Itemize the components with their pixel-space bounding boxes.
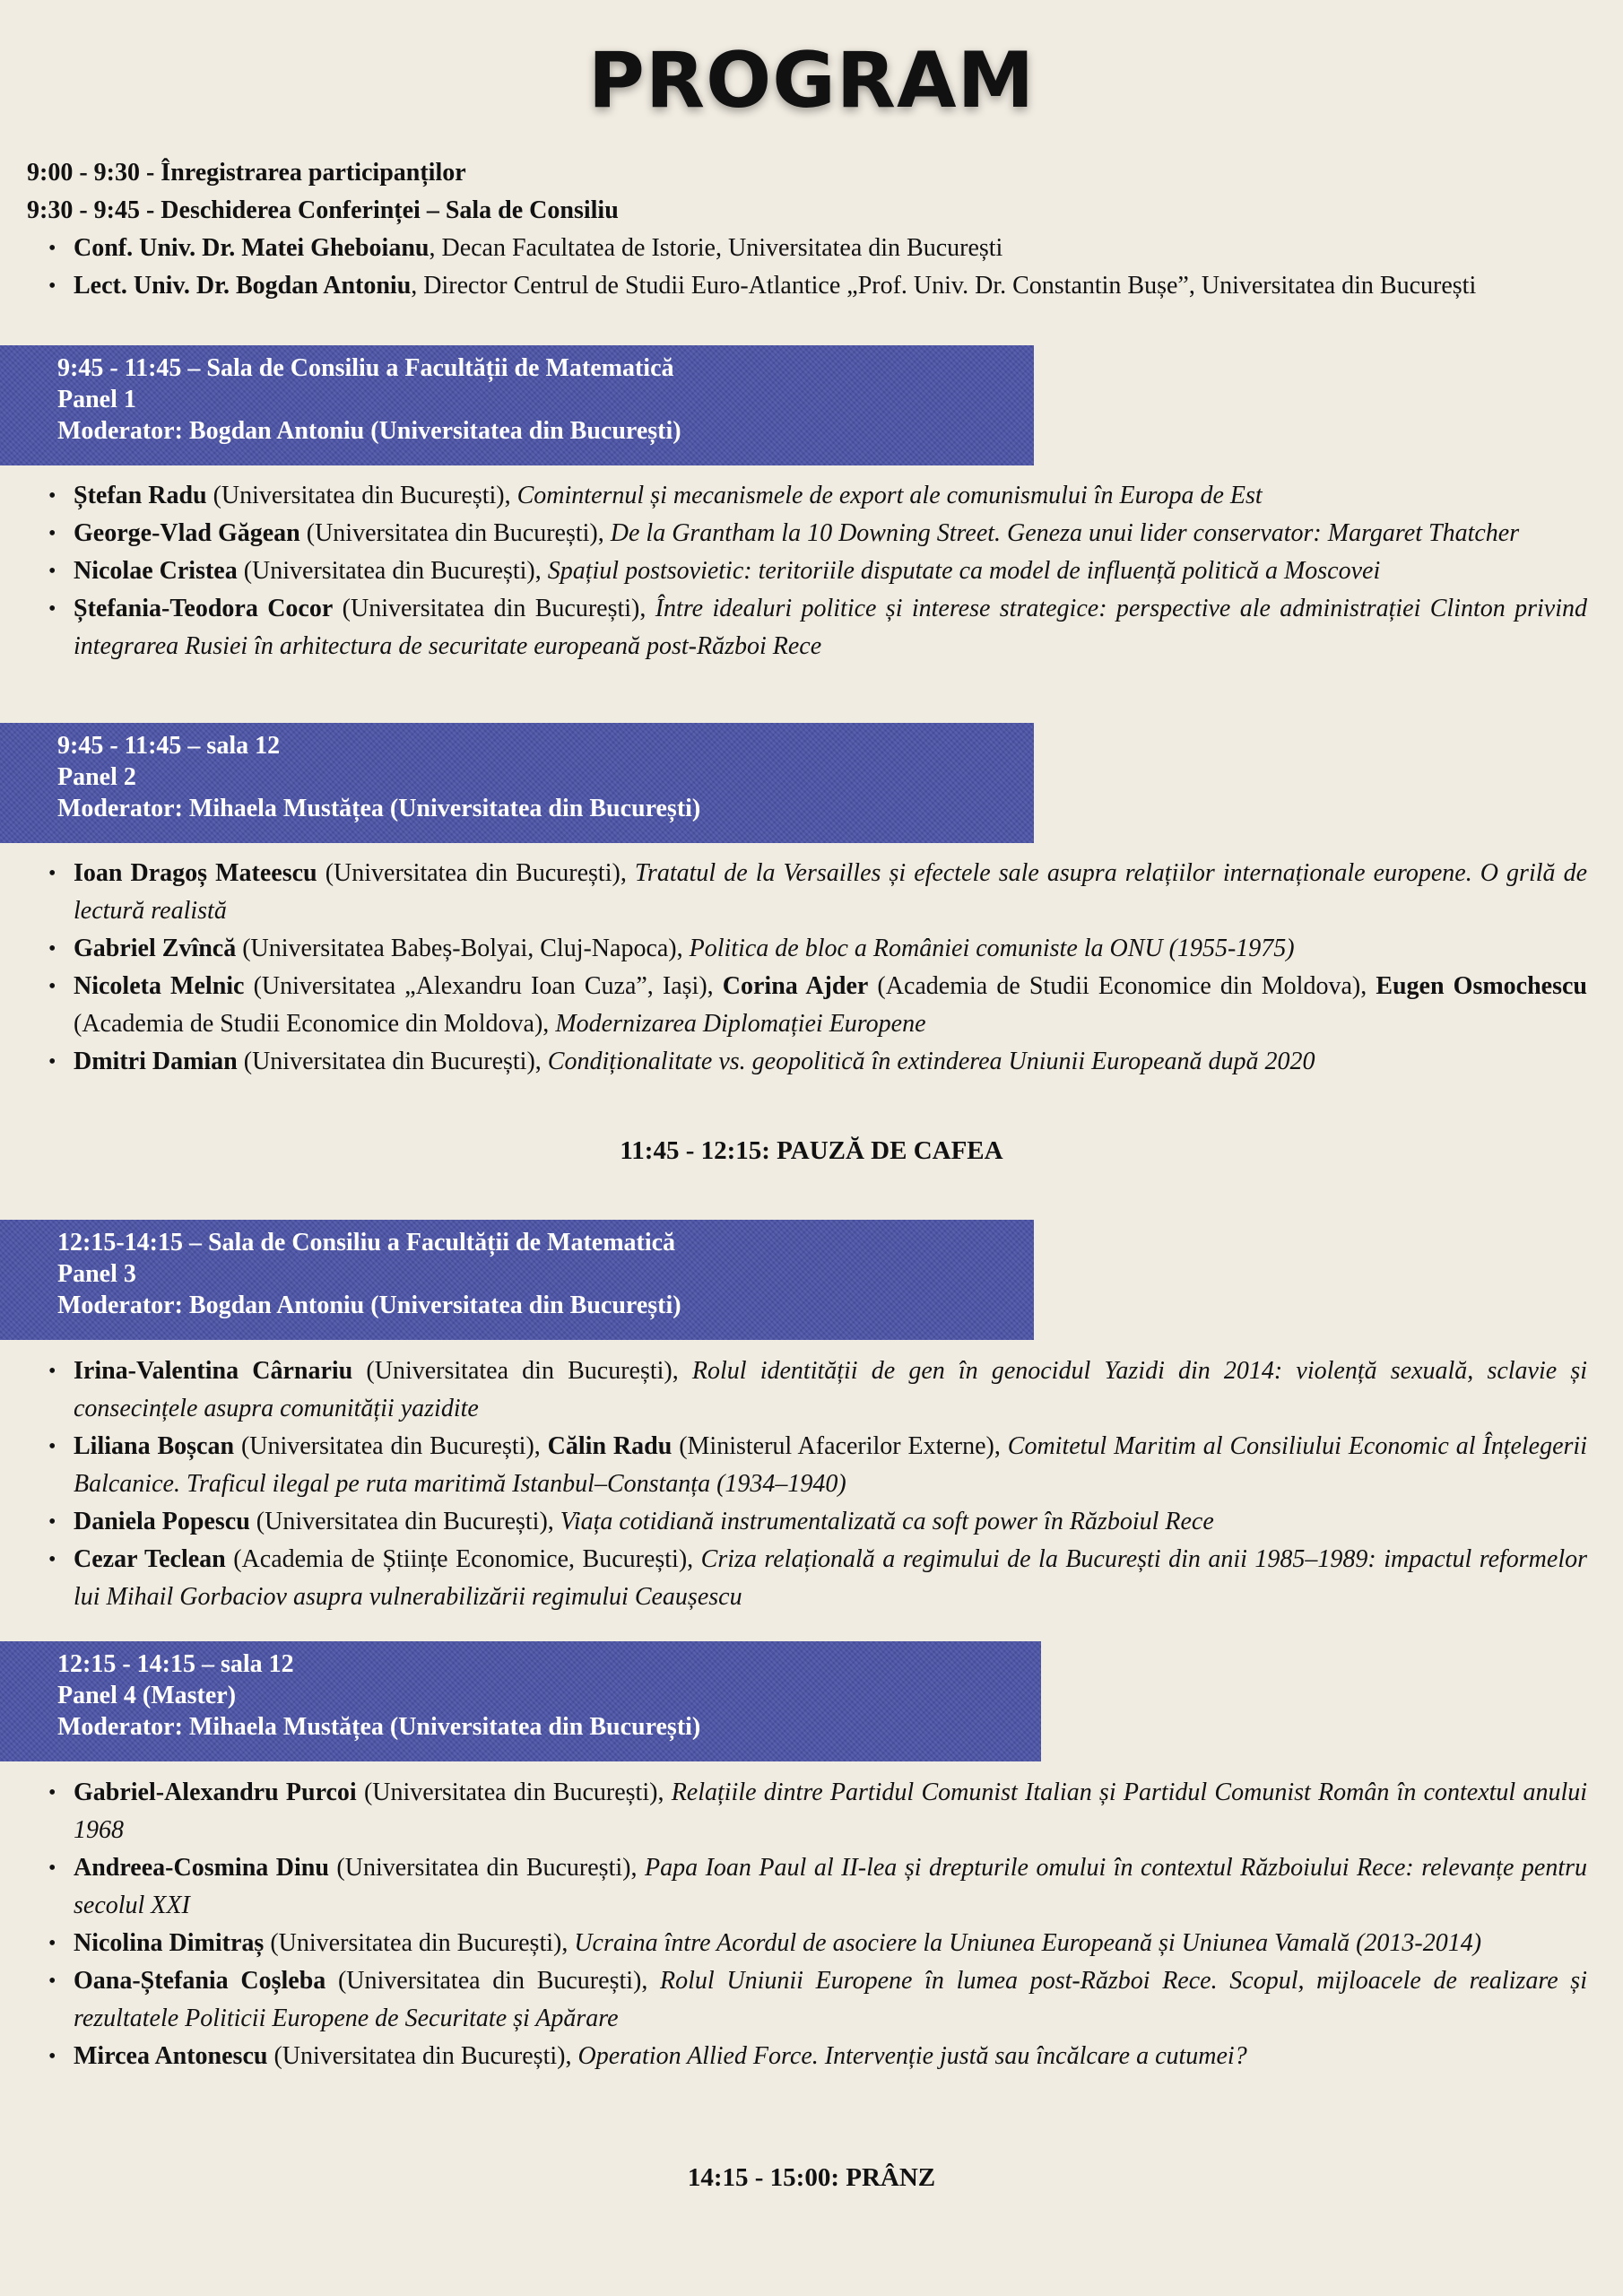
participant-affiliation: (Academia de Științe Economice, București), (225, 1545, 701, 1573)
paper-title: Modernizarea Diplomației Europene (555, 1010, 926, 1038)
paper-title: Cominternul și mecanismele de export ale comunismului în Europa de Est (516, 482, 1263, 509)
list-item (74, 230, 1587, 267)
participant-affiliation: (Academia de Studii Economice din Moldova), (74, 1010, 556, 1038)
list-item (74, 968, 1587, 1043)
list-item (74, 590, 1587, 665)
panel-moderator: Moderator: Mihaela Mustățea (Universitatea din București) (57, 1713, 701, 1741)
participant-affiliation: (Ministerul Afacerilor Externe), (672, 1432, 1008, 1460)
paper-title: Spațiul postsovietic: teritoriile disputate ca model de influență politică a Moscovei (547, 557, 1381, 585)
participant-name: Daniela Popescu (74, 1508, 250, 1535)
panel-time: 12:15-14:15 – Sala de Consiliu a Facultății de Matematică (57, 1229, 676, 1257)
panel-2-banner (0, 723, 1034, 843)
page-title: PROGRAM (587, 36, 1036, 126)
list-item (74, 1849, 1587, 1925)
panel-time: 9:45 - 11:45 – Sala de Consiliu a Facultății de Matematică (57, 354, 674, 382)
paper-title: Relațiile dintre Partidul Comunist Italian și Partidul Comunist Român în contextul anului 1968 (74, 1779, 1588, 1844)
participant-name: Gabriel-Alexandru Purcoi (74, 1779, 357, 1806)
lunch-break: 14:15 - 15:00: PRÂNZ (687, 2163, 936, 2192)
participant-affiliation: (Academia de Studii Economice din Moldova), (868, 972, 1376, 1000)
paper-title: Tratatul de la Versailles și efectele sale asupra relațiilor internaționale europene. O grilă de lectură realistă (74, 859, 1587, 925)
participant-name: Nicolina Dimitraș (74, 1929, 265, 1957)
paper-title: Papa Ioan Paul al II-lea și drepturile omului în contextul Războiului Rece: relevanțe pentru secolul XXI (74, 1854, 1587, 1919)
paper-title: Ucraina între Acordul de asociere la Uniunea Europeană și Uniunea Vamală (2013-2014) (574, 1929, 1482, 1957)
list-item (74, 552, 1587, 590)
list-item (74, 1541, 1587, 1616)
participant-affiliation: (Universitatea din București), (234, 1432, 548, 1460)
paper-title: Condiționalitate vs. geopolitică în extinderea Uniunii Europeană după 2020 (547, 1048, 1315, 1075)
paper-title: Criza relațională a regimului de la București din anii 1985–1989: impactul reformelor lui Mihail Gorbaciov asupra vulnerabilizării regimului Ceaușescu (74, 1545, 1588, 1611)
panel-moderator: Moderator: Bogdan Antoniu (Universitatea din București) (57, 1292, 681, 1319)
paper-title: Operation Allied Force. Intervenție justă sau încălcare a cutumei? (577, 2042, 1247, 2070)
list-item (74, 1043, 1587, 1081)
panel-2-list (27, 855, 1587, 1081)
participant-name: Andreea-Cosmina Dinu (74, 1854, 329, 1882)
paper-title: Politica de bloc a României comuniste la ONU (1955-1975) (689, 935, 1295, 962)
panel-1-banner (0, 345, 1034, 465)
participant-affiliation: (Universitatea din București), (267, 2042, 578, 2070)
participant-affiliation: (Universitatea Babeș-Bolyai, Cluj-Napoca), (236, 935, 690, 962)
panel-name: Panel 2 (57, 763, 136, 791)
participant-affiliation: (Universitatea din București), (299, 519, 611, 547)
speaker-name: Conf. Univ. Dr. Matei Gheboianu (74, 234, 430, 262)
participant-name: Corina Ajder (722, 972, 869, 1000)
opening-speakers-list (27, 230, 1587, 305)
participant-name: Ioan Dragoș Mateescu (74, 859, 317, 887)
participant-name: Liliana Boșcan (74, 1432, 235, 1460)
participant-name: Mircea Antonescu (74, 2042, 268, 2070)
participant-name: Nicoleta Melnic (74, 972, 245, 1000)
panel-name: Panel 3 (57, 1260, 136, 1288)
paper-title: Între idealuri politice și interese strategice: perspective ale administrației Clinton privind integrarea Rusiei în arhitectura de securitate europeană post-Război Rece (74, 595, 1587, 660)
panel-name: Panel 4 (Master) (57, 1682, 237, 1709)
list-item (74, 1925, 1587, 1962)
participant-affiliation: (Universitatea din București), (352, 1357, 692, 1385)
panel-name: Panel 1 (57, 386, 136, 413)
participant-name: Nicolae Cristea (74, 557, 238, 585)
list-item (74, 267, 1587, 305)
panel-3-banner (0, 1220, 1034, 1340)
coffee-break: 11:45 - 12:15: PAUZĂ DE CAFEA (620, 1136, 1003, 1165)
list-item (74, 1774, 1587, 1849)
opening-section (27, 154, 1587, 305)
list-item (74, 515, 1587, 552)
participant-name: Eugen Osmochescu (1376, 972, 1587, 1000)
panel-4-list (27, 1774, 1587, 2075)
list-item (74, 1503, 1587, 1541)
participant-affiliation: (Universitatea din București), (325, 1967, 661, 1995)
list-item (74, 855, 1587, 930)
panel-time: 9:45 - 11:45 – sala 12 (57, 732, 281, 760)
list-item (74, 477, 1587, 515)
participant-name: Gabriel Zvîncă (74, 935, 237, 962)
panel-moderator: Moderator: Mihaela Mustățea (Universitatea din București) (57, 795, 701, 822)
panel-time: 12:15 - 14:15 – sala 12 (57, 1650, 294, 1678)
participant-name: Irina-Valentina Cârnariu (74, 1357, 353, 1385)
participant-name: Ștefania-Teodora Cocor (74, 595, 334, 622)
list-item (74, 2038, 1587, 2075)
paper-title: De la Grantham la 10 Downing Street. Geneza unui lider conservator: Margaret Thatcher (610, 519, 1520, 547)
list-item (74, 930, 1587, 968)
paper-title: Comitetul Maritim al Consiliului Economic al Înțelegerii Balcanice. Traficul ilegal pe ruta maritimă Istanbul–Constanța (1934–1940) (74, 1432, 1587, 1498)
participant-name: George-Vlad Găgean (74, 519, 300, 547)
participant-affiliation: (Universitatea din București), (249, 1508, 560, 1535)
speaker-name: Lect. Univ. Dr. Bogdan Antoniu (74, 272, 412, 300)
participant-name: Ștefan Radu (74, 482, 207, 509)
registration-line: 9:00 - 9:30 - Înregistrarea participanților (27, 159, 466, 187)
speaker-affiliation: , Director Centrul de Studii Euro-Atlantice „Prof. Univ. Dr. Constantin Bușe”, Universitatea din București (411, 272, 1477, 300)
participant-affiliation: (Universitatea din București), (317, 859, 635, 887)
paper-title: Rolul Uniunii Europene în lumea post-Război Rece. Scopul, mijloacele de realizare și rezultatele Politicii Europene de Securitate și Apărare (74, 1967, 1587, 2032)
panel-4-banner (0, 1641, 1041, 1761)
panel-moderator: Moderator: Bogdan Antoniu (Universitatea din București) (57, 417, 681, 445)
participant-affiliation: (Universitatea „Alexandru Ioan Cuza”, Iași), (244, 972, 723, 1000)
participant-affiliation: (Universitatea din București), (237, 557, 548, 585)
list-item (74, 1962, 1587, 2038)
panel-3-list (27, 1352, 1587, 1616)
panel-1-list (27, 477, 1587, 665)
participant-affiliation: (Universitatea din București), (356, 1779, 672, 1806)
participant-name: Călin Radu (547, 1432, 673, 1460)
speaker-affiliation: , Decan Facultatea de Istorie, Universitatea din București (429, 234, 1003, 262)
participant-name: Oana-Ștefania Coșleba (74, 1967, 326, 1995)
participant-affiliation: (Universitatea din București), (237, 1048, 548, 1075)
list-item (74, 1352, 1587, 1428)
list-item (74, 1428, 1587, 1503)
paper-title: Viața cotidiană instrumentalizată ca soft power în Războiul Rece (560, 1508, 1214, 1535)
opening-session-line: 9:30 - 9:45 - Deschiderea Conferinței – Sala de Consiliu (27, 196, 619, 224)
participant-affiliation: (Universitatea din București), (328, 1854, 645, 1882)
participant-affiliation: (Universitatea din București), (206, 482, 517, 509)
participant-affiliation: (Universitatea din București), (264, 1929, 575, 1957)
paper-title: Rolul identității de gen în genocidul Yazidi din 2014: violență sexuală, sclavie și consecințele asupra comunității yazidite (74, 1357, 1588, 1422)
participant-affiliation: (Universitatea din București), (333, 595, 655, 622)
participant-name: Dmitri Damian (74, 1048, 238, 1075)
participant-name: Cezar Teclean (74, 1545, 226, 1573)
